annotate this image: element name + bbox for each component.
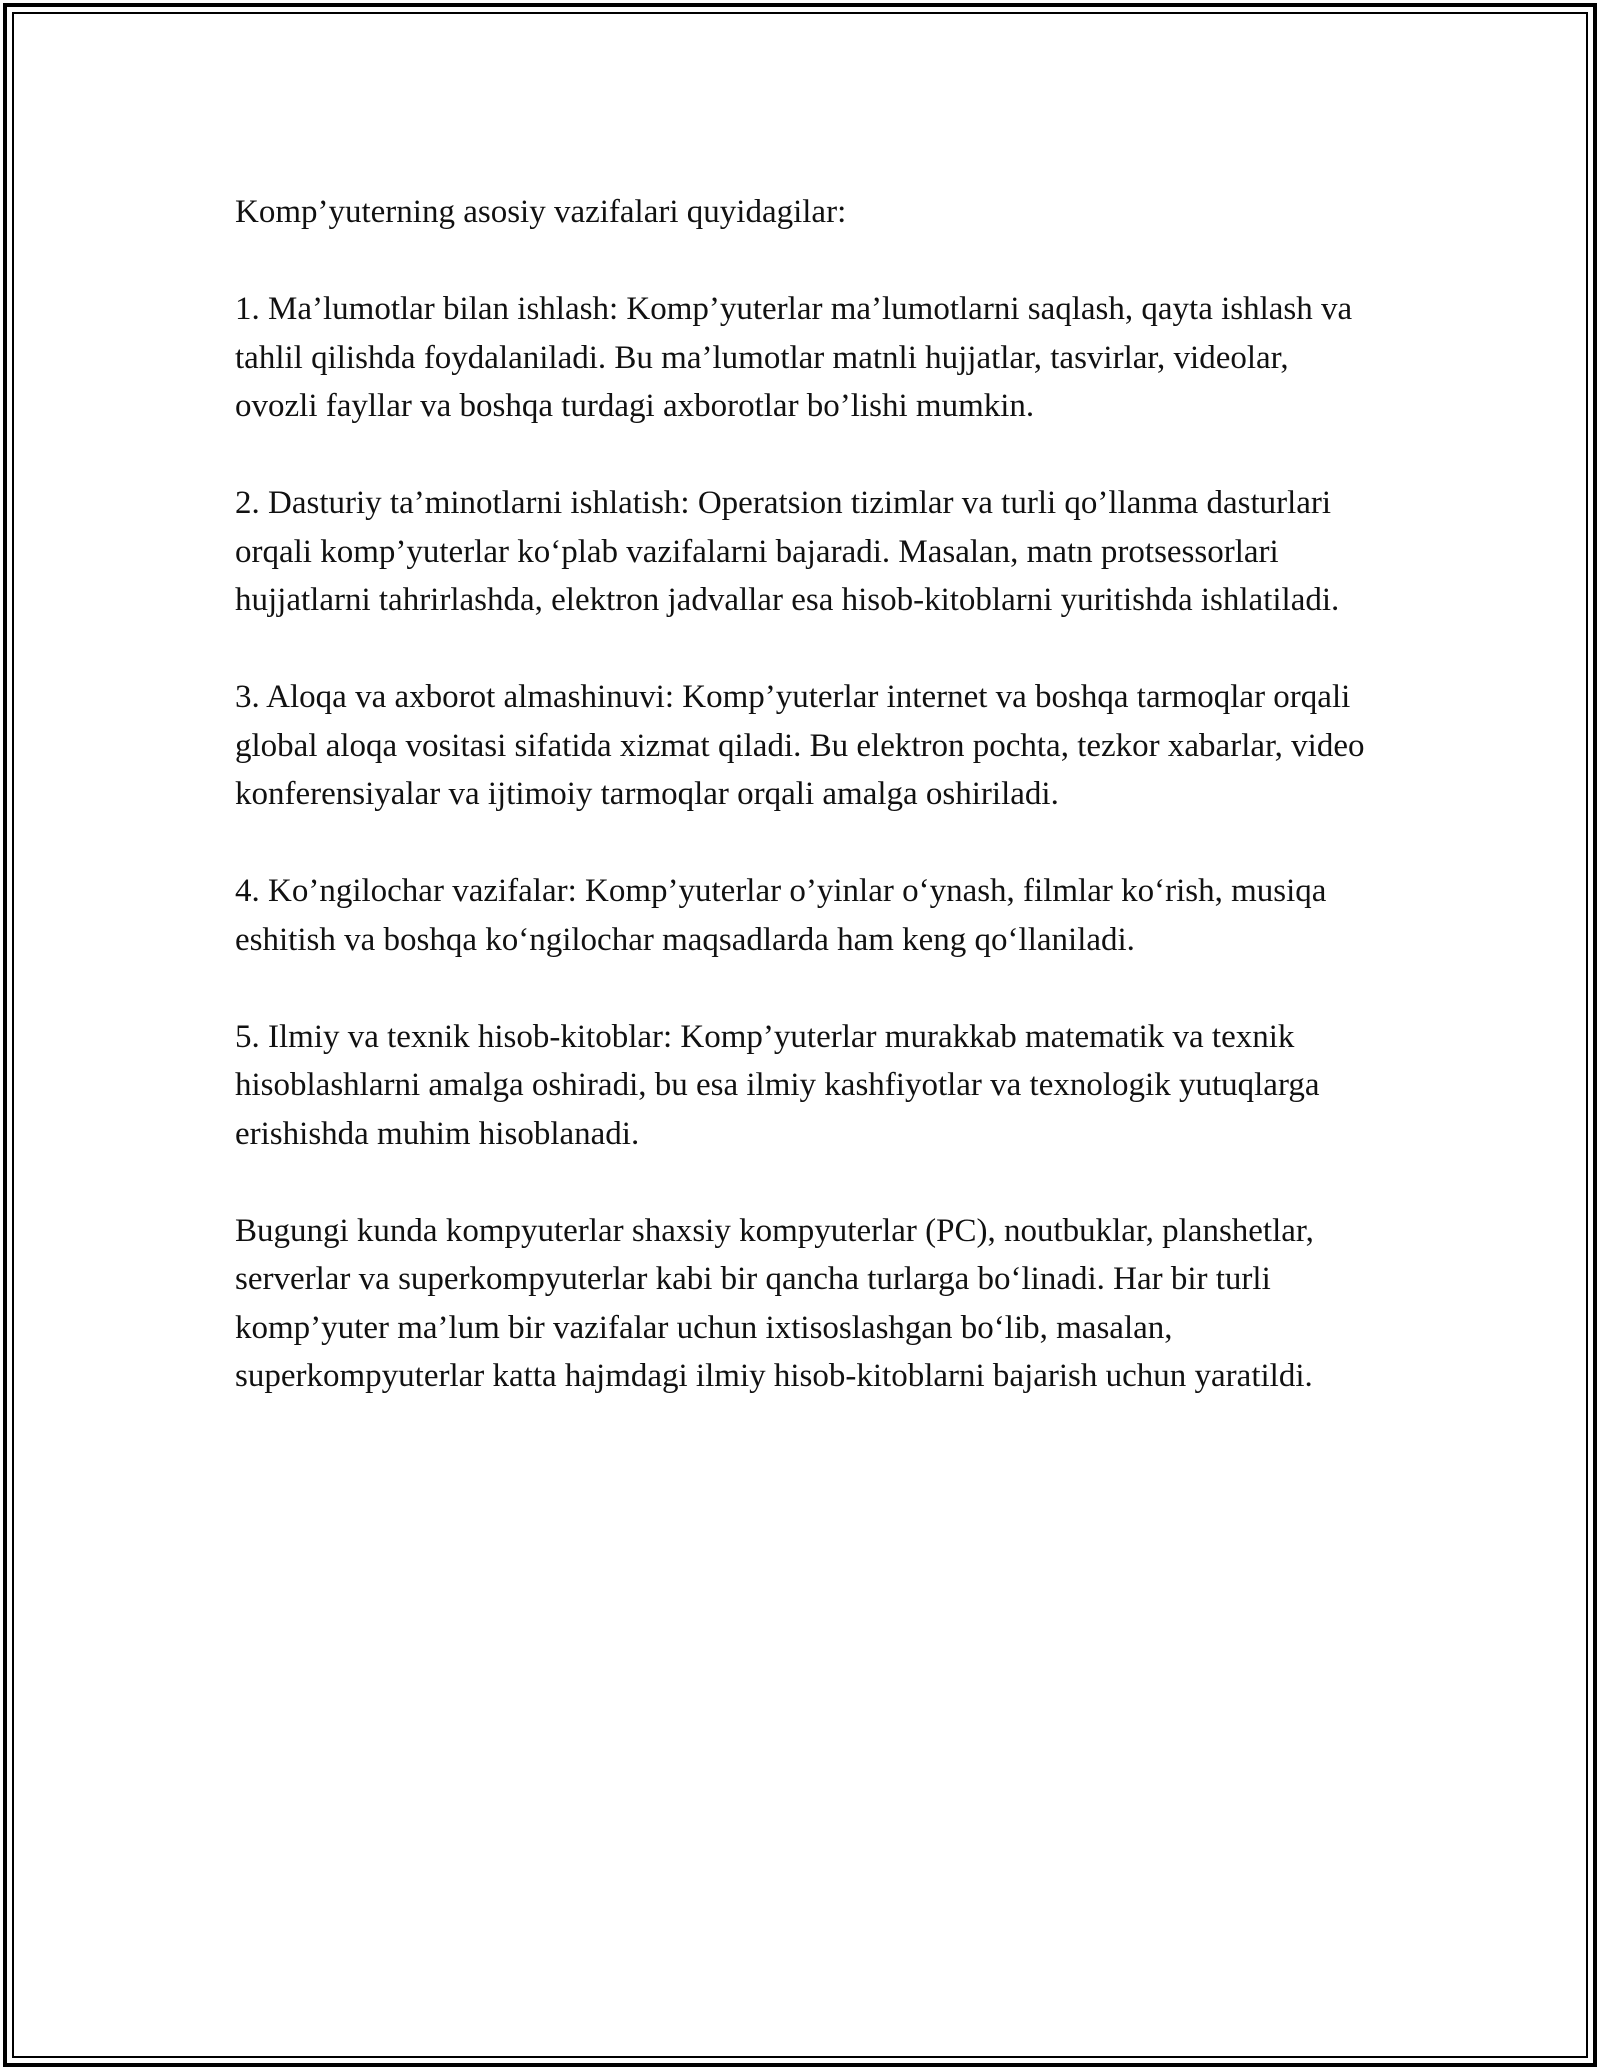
list-item-scientific: 5. Ilmiy va texnik hisob-kitoblar: Komp’yuterlar murakkab matematik va texnik hisoblashlarni amalga oshiradi, bu esa ilmiy kashfiyotlar va texnologik yutuqlarga erishishda muhim hisoblanadi. [235, 1018, 1320, 1152]
document-body [235, 188, 1375, 1401]
list-item-software: 2. Dasturiy ta’minotlarni ishlatish: Operatsion tizimlar va turli qo’llanma dasturlari orqali komp’yuterlar ko‘plab vazifalarni bajaradi. Masalan, matn protsessorlari hujjatlarni tahrirlashda, elektron jadvallar esa hisob-kitoblarni yuritishda ishlatiladi. [235, 485, 1340, 618]
list-item-data-handling: 1. Ma’lumotlar bilan ishlash: Komp’yuterlar ma’lumotlarni saqlash, qayta ishlash va tahlil qilishda foydalaniladi. Bu ma’lumotlar matnli hujjatlar, tasvirlar, videolar, ovozli fayllar va boshqa turdagi axborotlar bo’lishi mumkin. [235, 291, 1353, 424]
list-item-communication: 3. Aloqa va axborot almashinuvi: Komp’yuterlar internet va boshqa tarmoqlar orqali global aloqa vositasi sifatida xizmat qiladi. Bu elektron pochta, tezkor xabarlar, video konferensiyalar va ijtimoiy tarmoqlar orqali amalga oshiriladi. [235, 679, 1365, 812]
list-item-entertainment: 4. Ko’ngilochar vazifalar: Komp’yuterlar o’yinlar o‘ynash, filmlar ko‘rish, musiqa eshitish va boshqa ko‘ngilochar maqsadlarda ham keng qo‘llaniladi. [235, 873, 1327, 958]
intro-paragraph: Komp’yuterning asosiy vazifalari quyidagilar: [235, 194, 847, 230]
conclusion-paragraph: Bugungi kunda kompyuterlar shaxsiy kompyuterlar (PC), noutbuklar, planshetlar, serverlar va superkompyuterlar kabi bir qancha turlarga bo‘linadi. Har bir turli komp’yuter ma’lum bir vazifalar uchun ixtisoslashgan bo‘lib, masalan, superkompyuterlar katta hajmdagi ilmiy hisob-kitoblarni bajarish uchun yaratildi. [235, 1212, 1314, 1394]
